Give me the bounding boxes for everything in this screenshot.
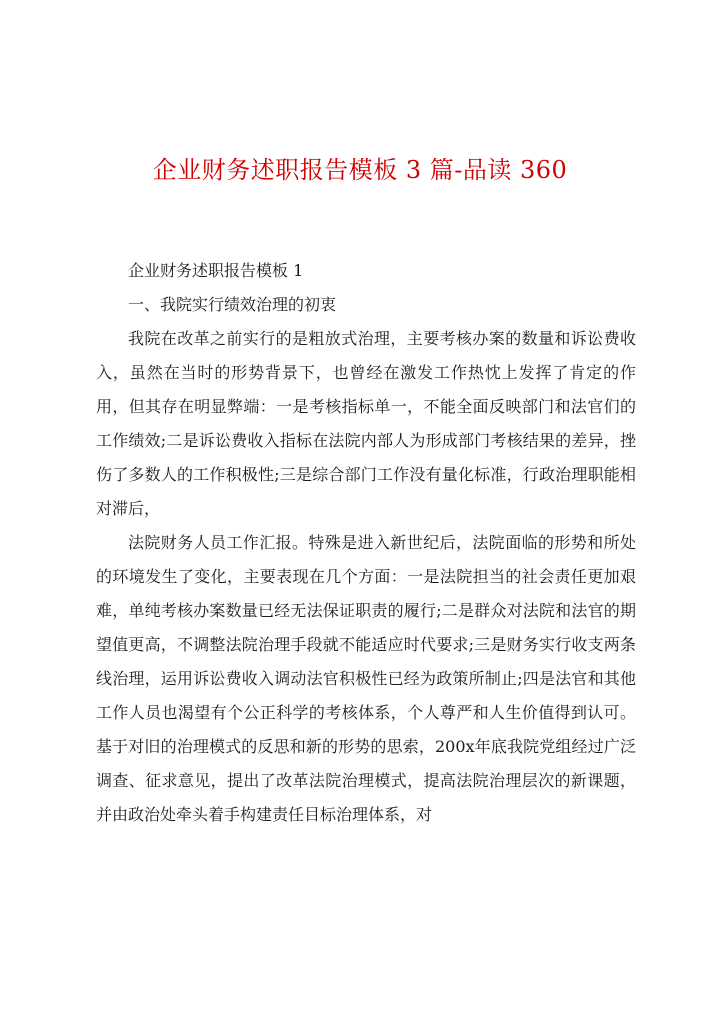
section-heading: 企业财务述职报告模板 1	[128, 261, 304, 280]
subheading: 一、我院实行绩效治理的初衷	[128, 295, 337, 314]
document-title: 企业财务述职报告模板 3 篇-品读 360	[152, 156, 568, 184]
document-body	[96, 254, 636, 832]
paragraph: 法院财务人员工作汇报。特殊是进入新世纪后，法院面临的形势和所处的环境发生了变化，主要表现在几个方面：一是法院担当的社会责任更加艰难，单纯考核办案数量已经无法保证职责的履行;二是群众对法院和法官的期望值更高，不调整法院治理手段就不能适应时代要求;三是财务实行收支两条线治理，运用诉讼费收入调动法官积极性已经为政策所制止;四是法官和其他工作人员也渴望有个公正科学的考核体系，个人尊严和人生价值得到认可。基于对旧的治理模式的反思和新的形势的思索，200x年底我院党组经过广泛调查、征求意见，提出了改革法院治理模式，提高法院治理层次的新课题，并由政治处牵头着手构建责任目标治理体系，对	[96, 533, 636, 824]
paragraph: 我院在改革之前实行的是粗放式治理，主要考核办案的数量和诉讼费收入，虽然在当时的形势背景下，也曾经在激发工作热忱上发挥了肯定的作用，但其存在明显弊端：一是考核指标单一，不能全面反映部门和法官们的工作绩效;二是诉讼费收入指标在法院内部人为形成部门考核结果的差异，挫伤了多数人的工作积极性;三是综合部门工作没有量化标准，行政治理职能相对滞后，	[96, 329, 636, 518]
